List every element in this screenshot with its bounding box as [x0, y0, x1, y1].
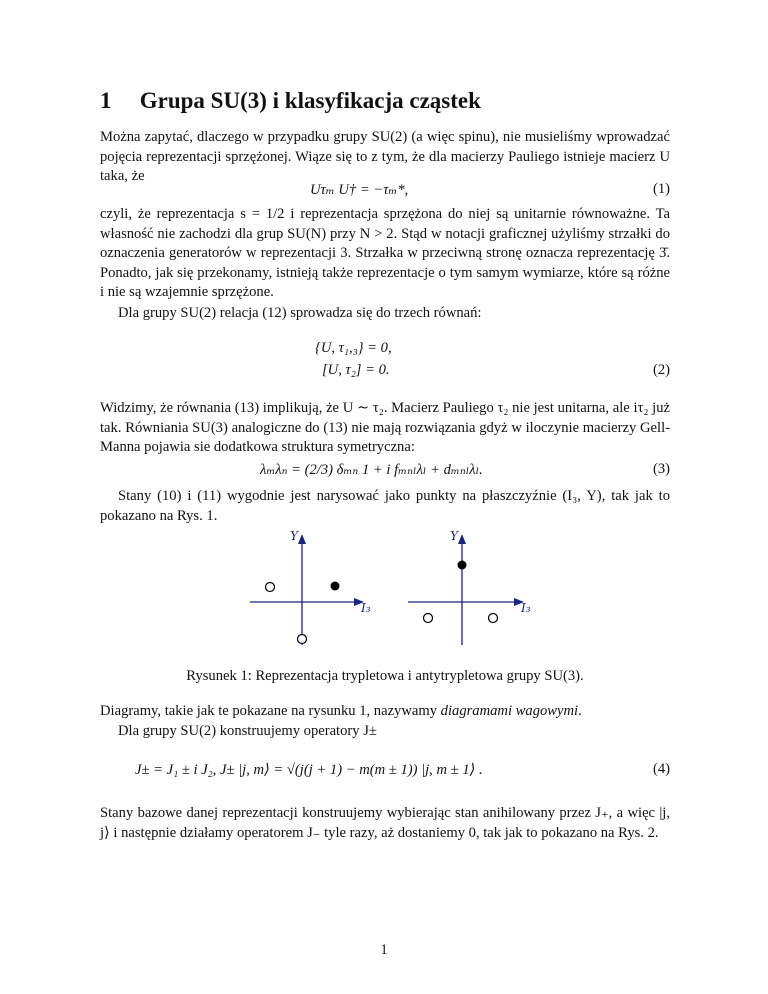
antitriplet-y-label: Y	[450, 530, 458, 543]
paragraph-2: czyli, że reprezentacja s = 1/2 i reprezentacja sprzężona do niej są unitarnie równoważne. Ta własność nie zachodzi dla grup SU(N) przy N > 2. Stąd w notacji graficznej użyliśmy strzałki do oznaczenia generatorów w reprezentacji 3. Strzałka w przeciwną stronę oznacza reprezentację 3̄. Ponadto, jak się przekonamy, istnieją także reprezentacje o tym samym wymiarze, które są różne i nie są wzajemnie sprzężone.	[100, 206, 670, 301]
weight-diagram-figure	[240, 530, 540, 650]
paragraph-6-emphasis: diagramami wagowymi	[440, 703, 579, 719]
equation-2b-body: [U, τ₂] = 0.	[322, 362, 390, 378]
triplet-y-label: Y	[290, 530, 298, 543]
paragraph-5: Stany (10) i (11) wygodnie jest narysować jako punkty na płaszczyźnie (I₃, Y), tak jak to pokazano na Rys. 1.	[100, 488, 670, 524]
paragraph-1: Można zapytać, dlaczego w przypadku grupy SU(2) (a więc spinu), nie musieliśmy wprowadzać pojęcia reprezentacji sprzężonej. Wiąze się to z tym, że dla macierzy Pauliego istnieje macierz U taka, że	[100, 129, 670, 185]
paragraph-6	[100, 702, 670, 722]
equation-1-number: (1)	[652, 181, 670, 197]
equation-3-body: λₘλₙ = (2/3) δₘₙ 1 + i fₘₙₗλₗ + dₘₙₗλₗ.	[260, 462, 483, 478]
equation-1-body: Uτₘ U† = −τₘ*,	[310, 182, 409, 198]
antitriplet-weight-open-right	[489, 614, 498, 623]
paragraph-8: Stany bazowe danej reprezentacji konstruujemy wybierając stan anihilowany przez J₊, a więc |j, j⟩ i następnie działamy operatorem J₋ tyle razy, aż dostaniemy 0, tak jak to pokazano na Rys. 2.	[100, 805, 670, 841]
paragraph-4: Widzimy, że równania (13) implikują, że U ∼ τ₂. Macierz Pauliego τ₂ nie jest unitarna, ale iτ₂ już tak. Równiania SU(3) analogiczne do (13) nie mają rozwiązania gdyż w iloczynie macierzy Gell-Manna pojawia sie dodatkowa struktura symetryczna:	[100, 400, 670, 456]
section-heading	[100, 88, 481, 114]
equation-2b	[100, 362, 670, 384]
equation-4	[100, 761, 670, 783]
section-number: 1	[100, 88, 112, 113]
section-title: Grupa SU(3) i klasyfikacja cząstek	[139, 88, 481, 113]
triplet-y-arrow-icon	[298, 534, 306, 544]
antitriplet-diagram	[408, 530, 531, 645]
antitriplet-y-arrow-icon	[458, 534, 466, 544]
antitriplet-weight-open-left	[424, 614, 433, 623]
triplet-weight-filled-right	[331, 582, 340, 591]
triplet-diagram	[250, 530, 371, 645]
equation-4-number: (4)	[652, 761, 670, 777]
equation-3	[100, 461, 670, 483]
triplet-weight-open-bottom	[298, 635, 307, 644]
paragraph-6-pre: Diagramy, takie jak te pokazane na rysunku 1, nazywamy	[100, 703, 441, 719]
equation-2-number: (2)	[652, 362, 670, 378]
equation-4-body: J± = J₁ ± i J₂, J± |j, m⟩ = √(j(j + 1) − m(m ± 1)) |j, m ± 1⟩ .	[135, 762, 483, 778]
triplet-weight-open-left	[266, 583, 275, 592]
figure-caption: Rysunek 1: Reprezentacja trypletowa i antytrypletowa grupy SU(3).	[186, 668, 584, 684]
triplet-x-label: I₃	[361, 601, 371, 615]
equation-1	[100, 181, 670, 203]
antitriplet-weight-filled-top	[458, 561, 467, 570]
equation-2a	[100, 340, 670, 362]
equation-2a-body: {U, τ₁,₃} = 0,	[315, 340, 392, 356]
page-number: 1	[380, 942, 388, 958]
equation-3-number: (3)	[652, 461, 670, 477]
antitriplet-x-label: I₃	[521, 601, 531, 615]
paragraph-7: Dla grupy SU(2) konstruujemy operatory J±	[118, 723, 377, 739]
paragraph-3: Dla grupy SU(2) relacja (12) sprowadza się do trzech równań:	[118, 305, 482, 321]
paragraph-6-post: .	[578, 703, 582, 719]
